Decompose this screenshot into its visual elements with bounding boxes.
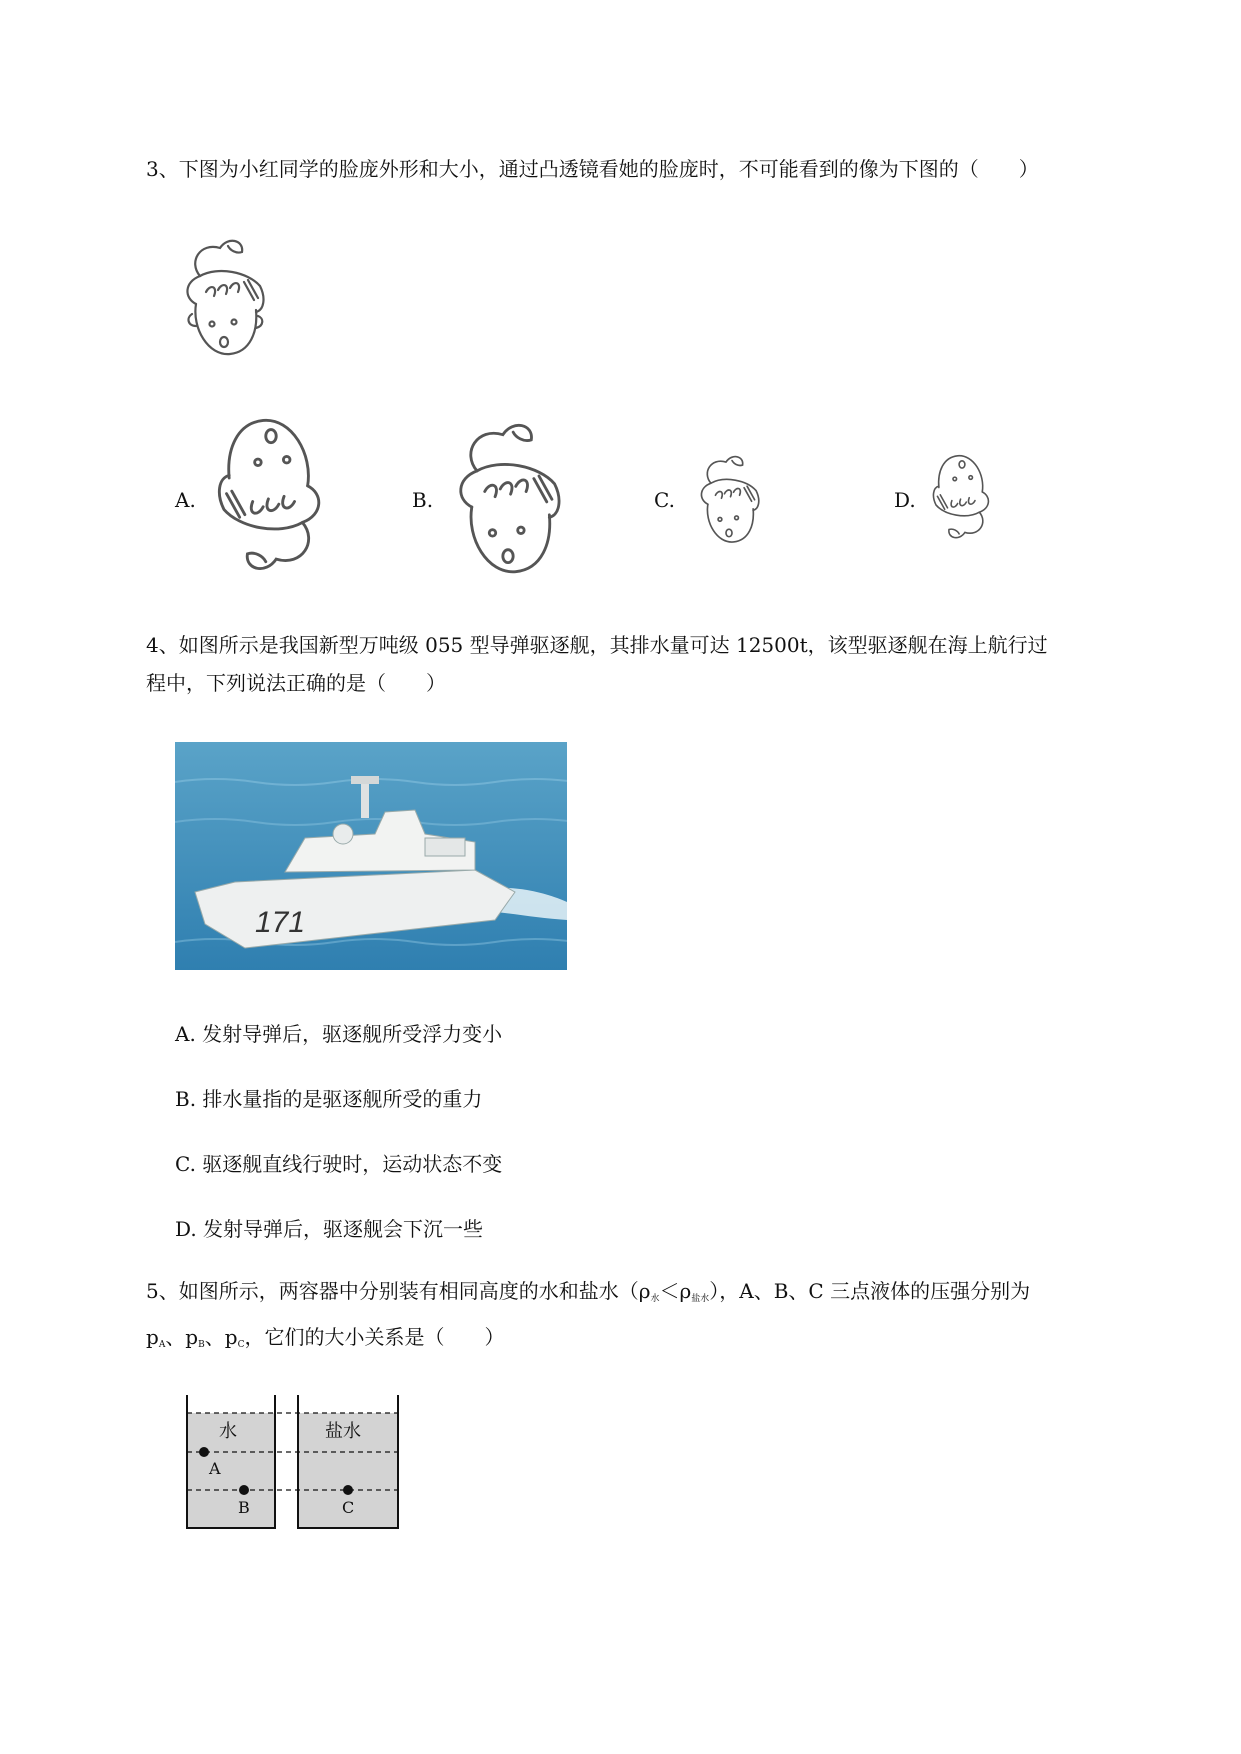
q4-option-d-label: D. [175,1217,197,1241]
point-a-label: A [209,1459,221,1478]
q4-option-d-text: 发射导弹后，驱逐舰会下沉一些 [203,1217,484,1241]
containers-diagram [185,1395,400,1530]
q4-option-b [175,1085,482,1113]
pb-subscript: B [198,1340,205,1350]
question-4 [146,626,1146,702]
q4-option-a-text: 发射导弹后，驱逐舰所受浮力变小 [202,1022,503,1046]
q5-number: 5、 [146,1279,179,1303]
q4-option-a-label: A. [175,1022,196,1046]
pb-symbol: 、p [165,1325,199,1349]
q3-option-c-label: C. [654,488,675,512]
point-c-dot [343,1485,353,1495]
pa-subscript: A [158,1340,166,1350]
q3-option-a-image [208,410,334,580]
q3-option-b-label: B. [412,488,434,512]
q4-option-c [175,1150,502,1178]
q3-option-a-label: A. [175,488,196,512]
q3-text: 下图为小红同学的脸庞外形和大小，通过凸透镜看她的脸庞时，不可能看到的像为下图的（ ） [178,157,1039,181]
point-b-dot [239,1485,249,1495]
q4-option-c-label: C. [175,1152,196,1176]
q4-line2: 程中，下列说法正确的是（ ） [146,671,446,695]
q4-number: 4、 [146,633,179,657]
destroyer-photo [175,742,567,970]
q3-option-d-label: D. [894,488,916,512]
pc-subscript: C [237,1340,245,1350]
question-3 [146,150,1146,188]
q3-number: 3、 [146,157,179,181]
pc-symbol: 、p [204,1325,238,1349]
question-5 [146,1272,1146,1364]
original-face-image [178,232,270,362]
q5-line2-end: ，它们的大小关系是（ ） [244,1325,505,1349]
ship-hull-number: 171 [255,906,306,939]
q4-option-c-text: 驱逐舰直线行驶时，运动状态不变 [202,1152,503,1176]
rho-salt-subscript: 盐水 [691,1294,710,1304]
q4-option-b-label: B. [175,1087,197,1111]
q3-option-b-image [446,414,570,582]
q5-line1-c: ），A、B、C 三点液体的压强分别为 [709,1279,1031,1303]
point-a-dot [199,1447,209,1457]
pa-symbol: p [146,1325,159,1349]
q5-line1-a: 如图所示，两容器中分别装有相同高度的水和盐水（ρ [178,1279,651,1303]
q4-option-b-text: 排水量指的是驱逐舰所受的重力 [202,1087,483,1111]
q3-option-d-image [928,450,996,544]
q4-line1: 如图所示是我国新型万吨级 055 型导弹驱逐舰，其排水量可达 12500t，该型驱逐舰在海上航行过 [178,633,1048,657]
q3-option-c-image [694,450,764,548]
water-label: 水 [219,1421,237,1442]
point-b-label: B [238,1498,250,1517]
saltwater-label: 盐水 [325,1421,361,1442]
rho-water-subscript: 水 [650,1294,660,1304]
q4-option-d [175,1215,483,1243]
point-c-label: C [342,1498,355,1517]
q4-option-a [175,1020,502,1048]
q5-line1-b: ＜ρ [659,1279,692,1303]
